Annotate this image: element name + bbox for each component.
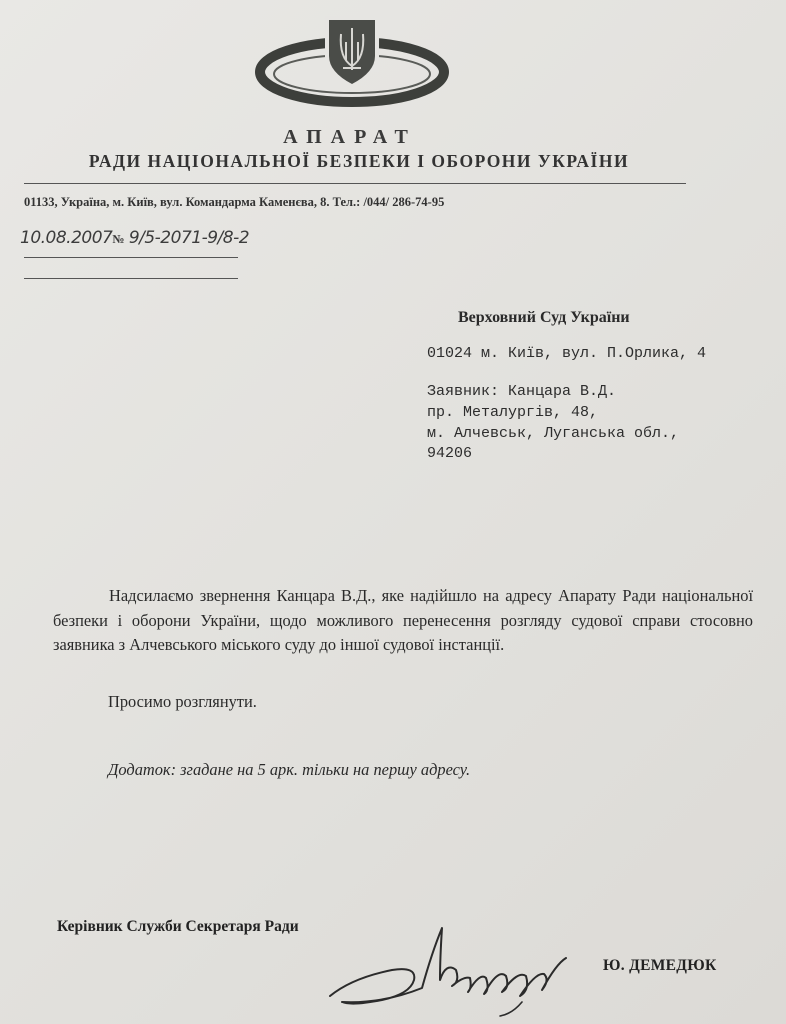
letter-body [53,584,753,658]
applicant-line: пр. Металургів, 48, [427,404,599,421]
letterhead-address: 01133, Україна, м. Київ, вул. Командарма Каменєва, 8. Тел.: /044/ 286-74-95 [24,195,445,209]
applicant-line: м. Алчевськ, Луганська обл., [427,425,680,442]
request-line: Просимо розглянути. [108,692,257,711]
recipient-name: Верховний Суд України [458,309,630,326]
handwritten-signature [322,918,580,1018]
trident-emblem-icon [255,14,450,109]
letterhead-title: АПАРАТ [283,126,417,148]
letterhead-divider [24,183,686,184]
applicant-line: Заявник: Канцара В.Д. [427,383,617,400]
body-paragraph: Надсилаємо звернення Канцара В.Д., яке надійшло на адресу Апарату Ради національної безпеки і оборони України, щодо можливого перенесення розгляду судової справи стосовно заявника з Алчевського міського суду до іншої судової інстанції. [53,586,753,654]
applicant-line: 94206 [427,445,473,462]
number-sign: № [112,232,124,246]
outgoing-reference [20,228,320,248]
signatory-title: Керівник Служби Секретаря Ради [57,918,299,935]
outgoing-number: 9/5-2071-9/8-2 [128,228,250,248]
outgoing-date: 10.08.2007 [20,228,113,248]
signatory-name: Ю. ДЕМЕДЮК [603,957,717,974]
reference-underline [24,257,238,258]
blank-reference-line [24,278,238,279]
recipient-address: 01024 м. Київ, вул. П.Орлика, 4 [427,345,707,362]
letterhead-organization: РАДИ НАЦІОНАЛЬНОЇ БЕЗПЕКИ І ОБОРОНИ УКРАЇНИ [88,151,630,171]
appendix-note: Додаток: згадане на 5 арк. тільки на першу адресу. [108,760,471,779]
